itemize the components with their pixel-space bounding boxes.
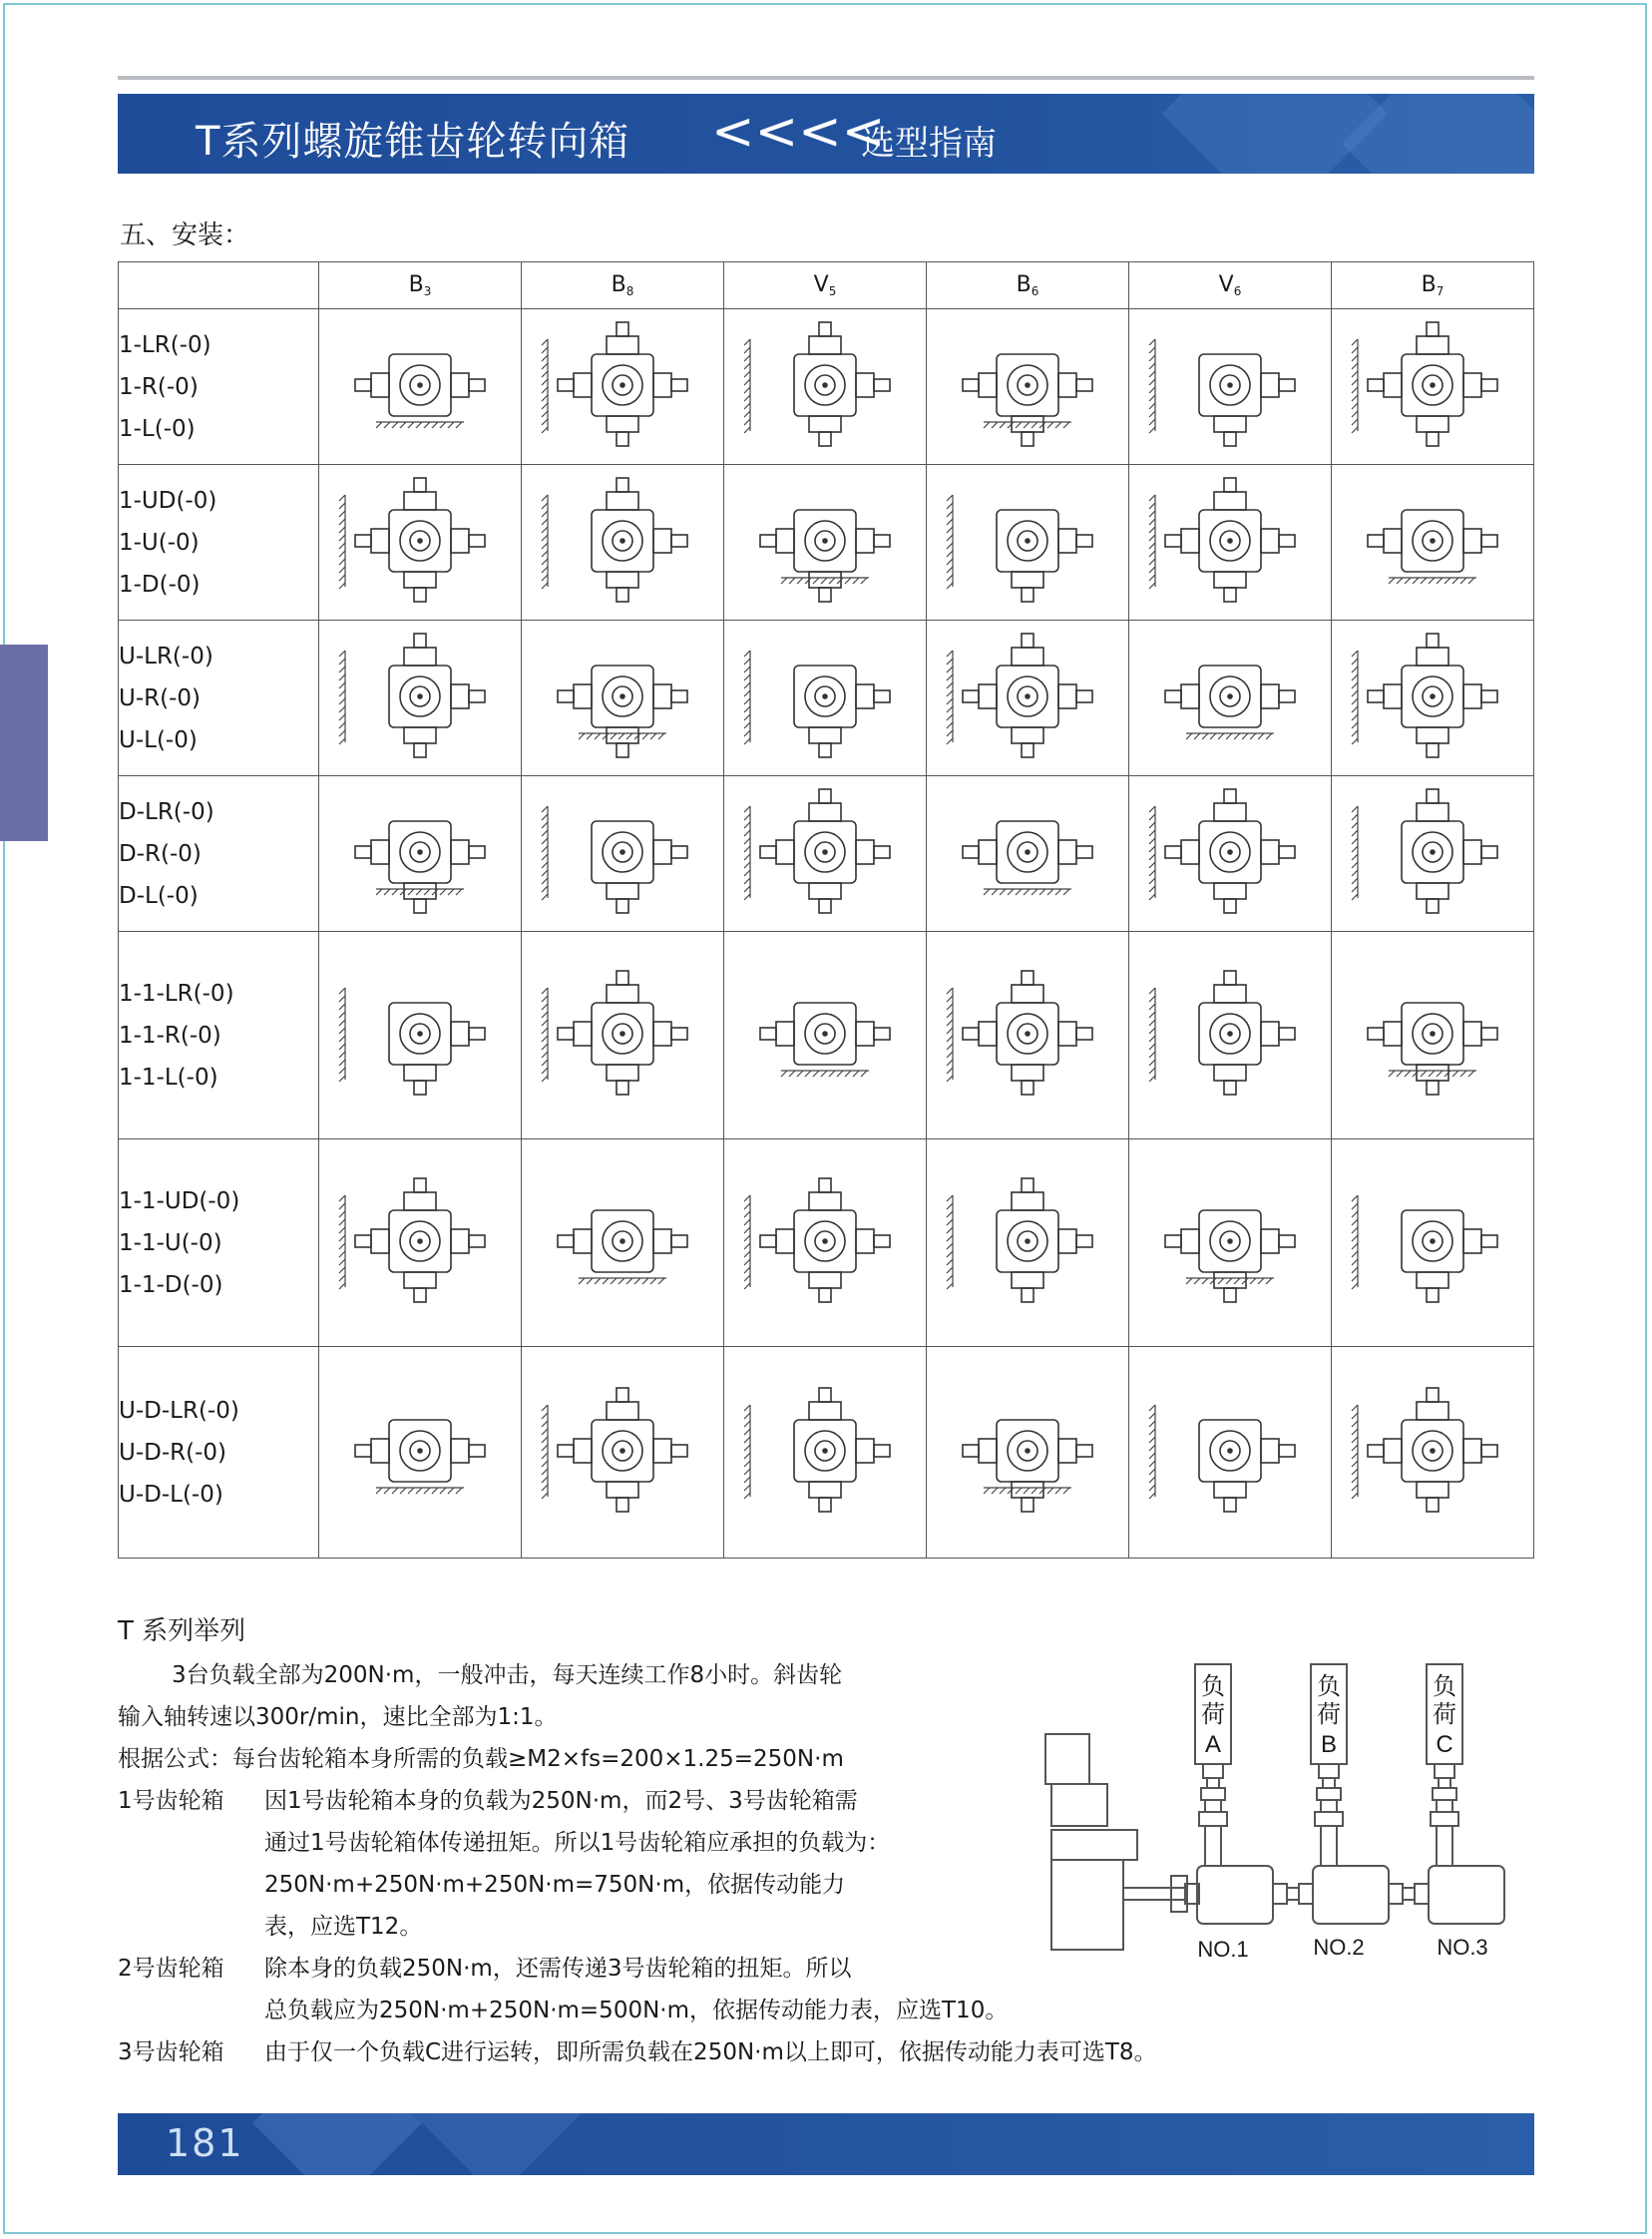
figure-cell (522, 932, 724, 1139)
figure-cell (319, 776, 522, 932)
figure-cell (1129, 309, 1332, 465)
mounting-code: 1-1-L(-0) (119, 1064, 218, 1091)
figure-cell (522, 776, 724, 932)
mounting-code: 1-1-D(-0) (119, 1271, 223, 1298)
header-band (118, 94, 1534, 174)
row-label-cell (119, 309, 319, 465)
column-header-label: V (813, 272, 829, 297)
formula-line: 根据公式：每台齿轮箱本身所需的负载≥M2×fs=200×1.25=250N·m (118, 1746, 844, 1772)
gearbox-mounting-figure (1135, 1356, 1325, 1546)
figure-cell (927, 621, 1129, 776)
mounting-code: 1-R(-0) (119, 373, 199, 400)
mounting-code: U-LR(-0) (119, 643, 213, 670)
load-c-text: C (1436, 1731, 1453, 1758)
figure-cell (1129, 1139, 1332, 1347)
figure-cell (1332, 1347, 1534, 1559)
reducer-body (1051, 1860, 1123, 1950)
gearbox-mounting-figure (325, 315, 515, 455)
figure-cell (522, 309, 724, 465)
gearbox-1-text: 通过1号齿轮箱体传递扭矩。所以1号齿轮箱应承担的负载为： (264, 1830, 891, 1856)
row-label-cell (119, 932, 319, 1139)
example-paragraph: 3台负载全部为200N·m，一般冲击，每天连续工作8小时。斜齿轮 (172, 1662, 843, 1688)
column-header-label: B (1421, 272, 1437, 297)
gearbox-mounting-figure (325, 939, 515, 1128)
page-title: T系列螺旋锥齿轮转向箱 (196, 119, 630, 165)
mounting-code: 1-1-LR(-0) (119, 980, 234, 1007)
figure-cell (1129, 1347, 1332, 1559)
gearbox-mounting-figure (933, 471, 1122, 611)
gearbox-1-text: 表，应选T12。 (264, 1914, 423, 1940)
gearbox-mounting-figure (1338, 939, 1527, 1128)
mounting-code: U-D-LR(-0) (119, 1397, 239, 1424)
figure-cell (319, 1139, 522, 1347)
gearbox-mounting-figure (1135, 315, 1325, 455)
gearbox-1-text: 因1号齿轮箱本身的负载为250N·m，而2号、3号齿轮箱需 (264, 1788, 858, 1814)
gearbox-3-text: 由于仅一个负载C进行运转，即所需负载在250N·m以上即可，依据传动能力表可选T8。 (264, 2039, 1157, 2065)
mounting-code: U-D-R(-0) (119, 1439, 227, 1466)
gearbox-no3 (1429, 1866, 1504, 1924)
figure-cell (1332, 932, 1534, 1139)
figure-cell (724, 1347, 927, 1559)
figure-cell (522, 1347, 724, 1559)
figure-cell (724, 932, 927, 1139)
gearbox-mounting-figure (730, 782, 920, 922)
figure-cell (927, 465, 1129, 621)
gearbox-mounting-figure (730, 1146, 920, 1336)
gearbox-mounting-figure (528, 782, 717, 922)
table-header-row (119, 262, 1534, 309)
footer-decoration (412, 2113, 582, 2175)
mounting-code: 1-U(-0) (119, 529, 200, 556)
mounting-code: 1-L(-0) (119, 415, 196, 442)
figure-cell (927, 1139, 1129, 1347)
gearbox-mounting-figure (933, 939, 1122, 1128)
gearbox-mounting-figure (1135, 627, 1325, 766)
figure-cell (1332, 776, 1534, 932)
gearbox-mounting-figure (933, 782, 1122, 922)
gearbox-mounting-figure (1338, 627, 1527, 766)
column-header (1332, 262, 1534, 309)
table-row (119, 465, 1534, 621)
figure-cell (724, 309, 927, 465)
gearbox-mounting-figure (1135, 782, 1325, 922)
gearbox-mounting-figure (1135, 471, 1325, 611)
gearbox-mounting-figure (933, 1146, 1122, 1336)
mounting-code: U-D-L(-0) (119, 1481, 223, 1508)
gearbox-mounting-figure (1338, 315, 1527, 455)
drive-train-diagram (1037, 1656, 1536, 1976)
page-number: 181 (166, 2121, 244, 2165)
column-header-label: V (1218, 272, 1234, 297)
column-header-subscript: 6 (1233, 284, 1242, 298)
load-a-text: A (1204, 1731, 1222, 1758)
gearbox-no1 (1197, 1866, 1273, 1924)
example-paragraph: 输入轴转速以300r/min，速比全部为1:1。 (118, 1704, 558, 1730)
mounting-code: 1-1-R(-0) (119, 1022, 221, 1049)
load-b-text: 荷 (1317, 1701, 1341, 1728)
gearbox-mounting-figure (730, 627, 920, 766)
column-header-subscript: 5 (828, 284, 837, 298)
figure-cell (1129, 776, 1332, 932)
figure-cell (522, 465, 724, 621)
gearbox-label: NO.1 (1197, 1937, 1249, 1962)
gearbox-mounting-figure (528, 1146, 717, 1336)
top-rule (118, 76, 1534, 80)
row-label-cell (119, 1139, 319, 1347)
figure-cell (319, 309, 522, 465)
column-header-label: B (611, 272, 626, 297)
load-b-text: 负 (1317, 1673, 1341, 1700)
figure-cell (927, 776, 1129, 932)
gearbox-2-text: 除本身的负载250N·m，还需传递3号齿轮箱的扭矩。所以 (264, 1956, 852, 1982)
gearbox-mounting-figure (325, 782, 515, 922)
footer-band (118, 2113, 1534, 2175)
mounting-code: 1-1-UD(-0) (119, 1187, 240, 1214)
figure-cell (1129, 465, 1332, 621)
column-header-subscript: 7 (1436, 284, 1445, 298)
load-c-text: 荷 (1433, 1701, 1456, 1728)
corner-cell (119, 262, 319, 309)
gearbox-mounting-figure (933, 315, 1122, 455)
gearbox-mounting-figure (1338, 1356, 1527, 1546)
column-header-label: B (408, 272, 424, 297)
table-row (119, 932, 1534, 1139)
mounting-code: 1-UD(-0) (119, 487, 217, 514)
load-c-text: 负 (1433, 1673, 1456, 1700)
column-header-subscript: 6 (1031, 284, 1039, 298)
mounting-code: U-L(-0) (119, 726, 198, 753)
gearbox-label: NO.3 (1437, 1935, 1488, 1960)
load-a-text: 荷 (1201, 1701, 1225, 1728)
figure-cell (522, 621, 724, 776)
figure-cell (1129, 932, 1332, 1139)
column-header (1129, 262, 1332, 309)
mounting-code: D-LR(-0) (119, 798, 214, 825)
gearbox-label: NO.2 (1313, 1935, 1365, 1960)
gearbox-3-label: 3号齿轮箱 (118, 2039, 224, 2065)
side-tab (0, 645, 48, 841)
gearbox-mounting-figure (325, 1356, 515, 1546)
motor-top (1045, 1734, 1089, 1784)
gearbox-mounting-figure (730, 1356, 920, 1546)
table-row (119, 1347, 1534, 1559)
figure-cell (1332, 465, 1534, 621)
gearbox-mounting-figure (528, 315, 717, 455)
motor-flange (1051, 1830, 1137, 1860)
row-label-cell (119, 1347, 319, 1559)
load-b-text: B (1320, 1731, 1338, 1758)
mounting-table (118, 261, 1534, 1559)
mounting-code: 1-D(-0) (119, 571, 201, 598)
gearbox-mounting-figure (528, 1356, 717, 1546)
page-subtitle: 选型指南 (861, 124, 997, 164)
figure-cell (1332, 621, 1534, 776)
column-header (724, 262, 927, 309)
gearbox-mounting-figure (1135, 1146, 1325, 1336)
mounting-code: D-L(-0) (119, 882, 199, 909)
column-header-subscript: 3 (423, 284, 432, 298)
header-arrows-icon: <<<< (711, 102, 886, 162)
mounting-code: U-R(-0) (119, 684, 201, 711)
table-row (119, 621, 1534, 776)
column-header (319, 262, 522, 309)
column-header (927, 262, 1129, 309)
figure-cell (927, 932, 1129, 1139)
gearbox-mounting-figure (1338, 782, 1527, 922)
figure-cell (927, 1347, 1129, 1559)
example-title: T 系列举列 (118, 1616, 246, 1646)
row-label-cell (119, 776, 319, 932)
gearbox-1-label: 1号齿轮箱 (118, 1788, 224, 1814)
figure-cell (1332, 309, 1534, 465)
figure-cell (724, 1139, 927, 1347)
figure-cell (319, 932, 522, 1139)
figure-cell (1332, 1139, 1534, 1347)
figure-cell (927, 309, 1129, 465)
gearbox-mounting-figure (933, 1356, 1122, 1546)
footer-decoration (252, 2113, 422, 2175)
gearbox-mounting-figure (528, 627, 717, 766)
gearbox-2-text: 总负载应为250N·m+250N·m=500N·m，依据传动能力表，应选T10。 (264, 1998, 1009, 2023)
figure-cell (319, 1347, 522, 1559)
column-header (522, 262, 724, 309)
figure-cell (724, 465, 927, 621)
motor-body (1051, 1784, 1107, 1826)
gearbox-mounting-figure (730, 939, 920, 1128)
gearbox-mounting-figure (325, 1146, 515, 1336)
figure-cell (724, 776, 927, 932)
gearbox-mounting-figure (933, 627, 1122, 766)
gearbox-mounting-figure (528, 471, 717, 611)
gearbox-mounting-figure (730, 315, 920, 455)
table-row (119, 776, 1534, 932)
gearbox-mounting-figure (528, 939, 717, 1128)
mounting-code: 1-1-U(-0) (119, 1229, 222, 1256)
section-title: 五、安装： (120, 221, 250, 250)
row-label-cell (119, 621, 319, 776)
figure-cell (319, 621, 522, 776)
mounting-code: D-R(-0) (119, 840, 202, 867)
table-row (119, 1139, 1534, 1347)
column-header-subscript: 8 (625, 284, 634, 298)
gearbox-mounting-figure (1338, 1146, 1527, 1336)
figure-cell (1129, 621, 1332, 776)
figure-cell (724, 621, 927, 776)
gearbox-1-text: 250N·m+250N·m+250N·m=750N·m，依据传动能力 (264, 1872, 846, 1898)
table-row (119, 309, 1534, 465)
row-label-cell (119, 465, 319, 621)
gearbox-mounting-figure (325, 471, 515, 611)
column-header-label: B (1016, 272, 1032, 297)
mounting-code: 1-LR(-0) (119, 331, 211, 358)
gearbox-no2 (1313, 1866, 1389, 1924)
figure-cell (522, 1139, 724, 1347)
load-a-text: 负 (1201, 1673, 1225, 1700)
gearbox-2-label: 2号齿轮箱 (118, 1956, 224, 1982)
gearbox-mounting-figure (1135, 939, 1325, 1128)
gearbox-mounting-figure (730, 471, 920, 611)
figure-cell (319, 465, 522, 621)
gearbox-mounting-figure (1338, 471, 1527, 611)
gearbox-mounting-figure (325, 627, 515, 766)
